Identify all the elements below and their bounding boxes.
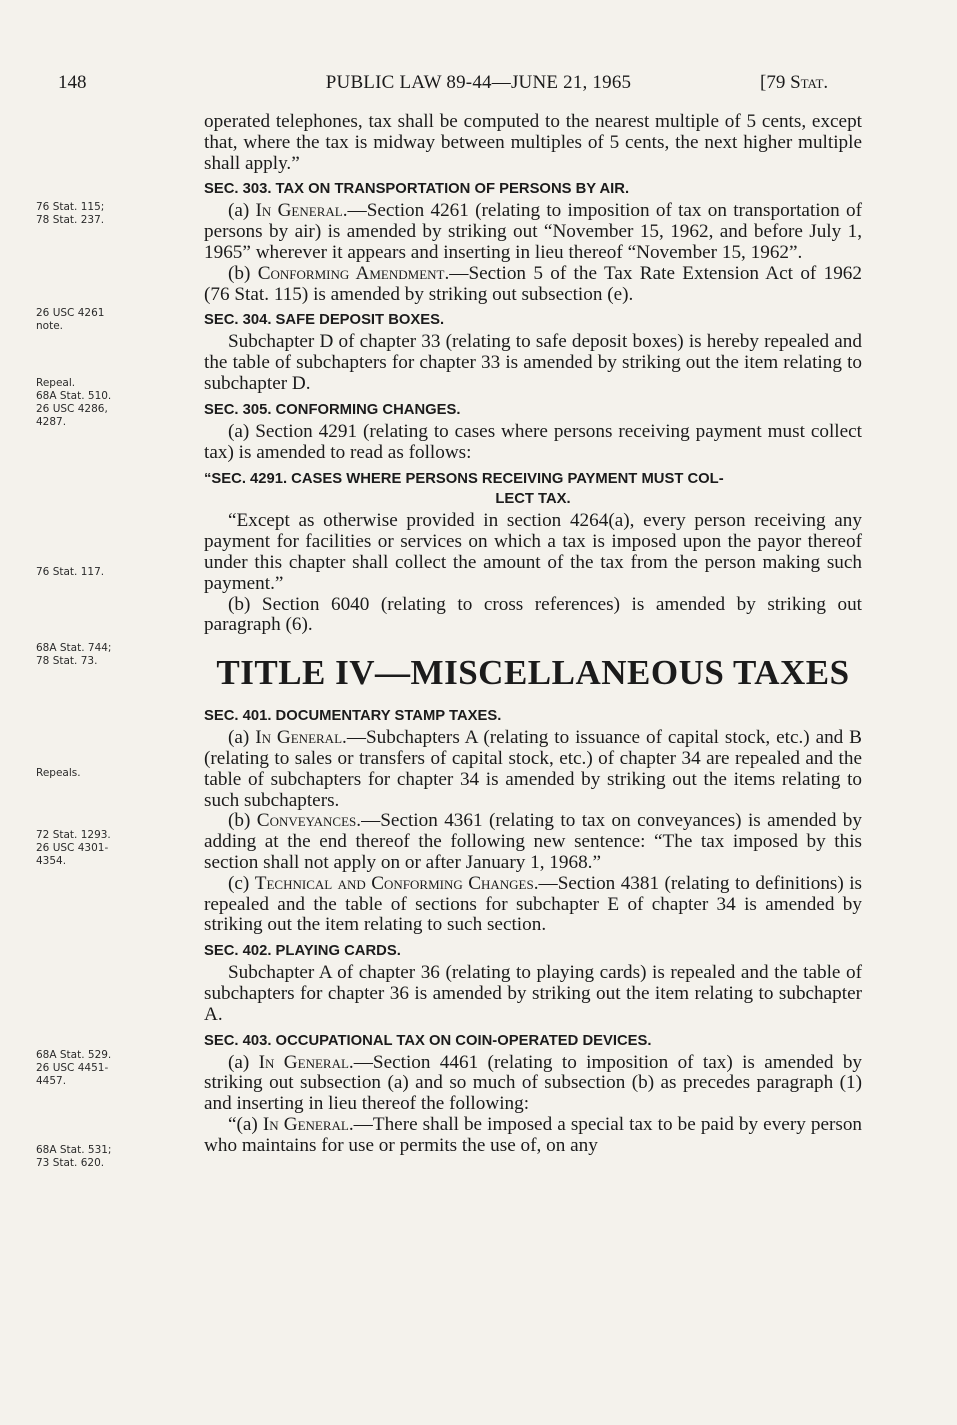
margin-note: 68A Stat. 744; 78 Stat. 73. <box>36 642 112 667</box>
section-heading: SEC. 304. SAFE DEPOSIT BOXES. <box>204 312 445 329</box>
quoted-section-heading: “SEC. 4291. CASES WHERE PERSONS RECEIVING PAYMENT MUST COL- LECT TAX. <box>204 471 724 508</box>
paragraph: (a) In General.—Section 4461 (relating to imposition of tax) is amended by striking out subsection (a) and so much of subsection (b) as precedes paragraph (1) and inserting in lieu thereof the following: <box>204 1051 863 1115</box>
volume-reference: [79 Stat. <box>760 72 829 93</box>
paragraph: “Except as otherwise provided in section 4264(a), every person receiving any payment for facilities or services on which a tax is imposed upon the payor thereof under this chapter shall collect the amount of the tax from the person making such payment.” <box>204 510 862 594</box>
paragraph: operated telephones, tax shall be computed to the nearest multiple of 5 cents, except that, where the tax is midway between multiples of 5 cents, the next higher multiple shall apply.” <box>204 111 862 174</box>
main-text <box>204 112 862 1156</box>
section-heading: SEC. 402. PLAYING CARDS. <box>204 943 401 960</box>
margin-note: 76 Stat. 117. <box>36 566 105 578</box>
running-title: PUBLIC LAW 89-44—JUNE 21, 1965 <box>325 72 632 93</box>
paragraph: (a) In General.—Subchapters A (relating to issuance of capital stock, etc.) and B (relating to sales or transfers of capital stock, etc.) of chapter 34 are repealed and the table of subchapters for chapter 34 is amended by striking out the items relating to such subchapters. <box>204 727 862 811</box>
margin-note: Repeals. <box>36 767 81 779</box>
section-heading: SEC. 403. OCCUPATIONAL TAX ON COIN-OPERATED DEVICES. <box>204 1032 652 1049</box>
margin-note: 26 USC 4261 note. <box>36 307 105 332</box>
paragraph: Subchapter D of chapter 33 (relating to safe deposit boxes) is hereby repealed and the table of subchapters for chapter 33 is amended by striking out the item relating to subchapter D. <box>204 331 862 394</box>
paragraph: Subchapter A of chapter 36 (relating to playing cards) is repealed and the table of subchapters for chapter 36 is amended by striking out the item relating to subchapter A. <box>204 962 862 1025</box>
title-heading: TITLE IV—MISCELLANEOUS TAXES <box>216 653 850 693</box>
margin-note: Repeal. 68A Stat. 510. 26 USC 4286, 4287. <box>36 377 112 428</box>
paragraph: (c) Technical and Conforming Changes.—Section 4381 (relating to definitions) is repealed and the table of sections for subchapter E of chapter 34 is amended by striking out the item relating to such section. <box>204 872 863 936</box>
paragraph: (a) Section 4291 (relating to cases where persons receiving payment must collect tax) is amended to read as follows: <box>204 420 862 463</box>
page-number: 148 <box>58 72 87 93</box>
section-heading: SEC. 305. CONFORMING CHANGES. <box>204 401 461 418</box>
margin-note: 68A Stat. 531; 73 Stat. 620. <box>36 1144 112 1169</box>
paragraph: (b) Section 6040 (relating to cross references) is amended by striking out paragraph (6). <box>204 593 862 636</box>
section-heading: SEC. 401. DOCUMENTARY STAMP TAXES. <box>204 708 502 725</box>
paragraph: (b) Conforming Amendment.—Section 5 of the Tax Rate Extension Act of 1962 (76 Stat. 115) is amended by striking out subsection (e). <box>204 262 862 305</box>
margin-note: 76 Stat. 115; 78 Stat. 237. <box>36 201 105 226</box>
margin-note: 68A Stat. 529. 26 USC 4451- 4457. <box>36 1049 112 1087</box>
margin-note: 72 Stat. 1293. 26 USC 4301- 4354. <box>36 829 111 867</box>
paragraph: “(a) In General.—There shall be imposed a special tax to be paid by every person who maintains for use or permits the use of, on any <box>204 1113 863 1156</box>
section-heading: SEC. 303. TAX ON TRANSPORTATION OF PERSONS BY AIR. <box>204 181 630 198</box>
paragraph: (a) In General.—Section 4261 (relating to imposition of tax on transportation of persons by air) is amended by striking out “November 15, 1962, and before July 1, 1965” wherever it appears and inserting in lieu thereof “November 15, 1962”. <box>204 200 863 263</box>
paragraph: (b) Conveyances.—Section 4361 (relating to tax on conveyances) is amended by adding at the end thereof the following new sentence: “The tax imposed by this section shall not apply on or after January 1, 1968.” <box>204 810 862 873</box>
page-header <box>0 72 957 100</box>
